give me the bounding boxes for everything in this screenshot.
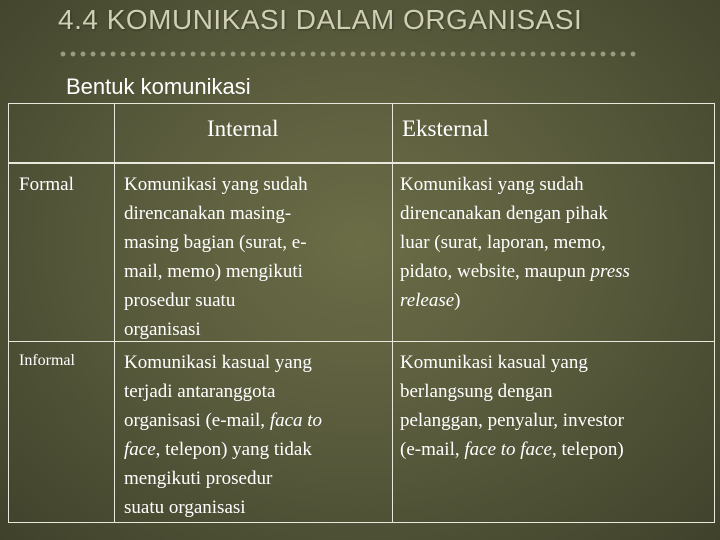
table-border-top [8, 103, 715, 104]
table-border-bottom [8, 522, 715, 523]
cell-formal-internal: Komunikasi yang sudah direncanakan masing- masing bagian (surat, e- mail, memo) mengikuti prosedur suatu organisasi [124, 174, 308, 340]
row-label-formal: Formal [19, 174, 74, 195]
header-internal: Internal [207, 116, 279, 141]
header-eksternal: Eksternal [402, 116, 489, 141]
cell-informal-eksternal: Komunikasi kasual yang berlangsung dengan pelanggan, penyalur, investor (e-mail, face to face, telepon) [400, 352, 625, 460]
table-border-right [714, 103, 715, 523]
slide-subtitle: Bentuk komunikasi [66, 74, 251, 99]
slide-title: 4.4 KOMUNIKASI DALAM ORGANISASI [58, 4, 583, 35]
table-border-left [8, 103, 9, 523]
table-border-header-bottom [8, 162, 715, 164]
table-border-col2 [392, 103, 393, 523]
table-border-col1 [114, 103, 115, 523]
row-label-informal: Informal [19, 352, 75, 369]
title-dotted-divider [58, 50, 640, 58]
cell-informal-internal: Komunikasi kasual yang terjadi antaranggota organisasi (e-mail, faca to face, telepon) yang tidak mengikuti prosedur suatu organisasi [124, 352, 323, 518]
cell-formal-eksternal: Komunikasi yang sudah direncanakan dengan pihak luar (surat, laporan, memo, pidato, website, maupun press release) [400, 174, 630, 311]
